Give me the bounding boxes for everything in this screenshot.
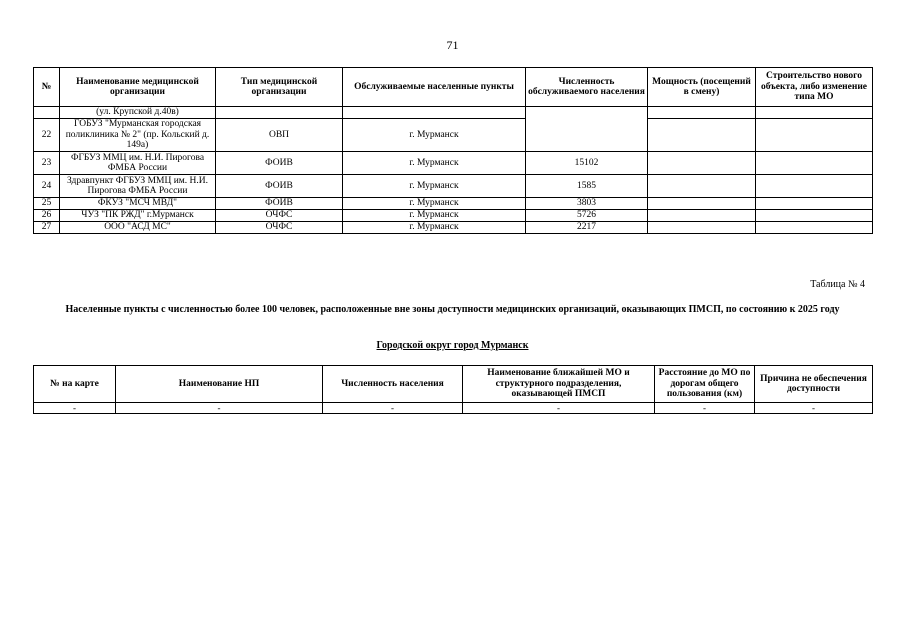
organization-type: ФОИВ	[216, 198, 343, 210]
section-subtitle: Городской округ город Мурманск	[376, 340, 529, 351]
table-row	[34, 403, 873, 414]
table-cell: -	[34, 403, 116, 414]
capacity	[648, 210, 756, 222]
section-title: Населенные пункты с численностью более 100 человек, расположенные вне зоны доступности медицинских организаций, оказывающих ПМСП, по состоянию к 2025 году	[65, 304, 840, 315]
organization-type: ОВП	[216, 119, 343, 152]
construction	[756, 107, 873, 119]
column-header: Тип медицинской организации	[216, 68, 343, 107]
table-cell: -	[655, 403, 755, 414]
page-number: 71	[446, 38, 459, 52]
table-label: Таблица № 4	[810, 279, 865, 290]
table-row	[34, 210, 873, 222]
row-number: 25	[34, 198, 60, 210]
organization-name: ООО "АСД МС"	[60, 222, 216, 234]
row-number: 22	[34, 119, 60, 152]
construction	[756, 210, 873, 222]
organization-name: ФКУЗ "МСЧ МВД"	[60, 198, 216, 210]
organization-name: ГОБУЗ "Мурманская городская поликлиника № 2" (пр. Кольский д. 149а)	[60, 119, 216, 152]
column-header: Наименование медицинской организации	[60, 68, 216, 107]
capacity	[648, 152, 756, 175]
served-settlements: г. Мурманск	[343, 222, 526, 234]
organization-type: ОЧФС	[216, 222, 343, 234]
column-header: Мощность (посещений в смену)	[648, 68, 756, 107]
construction	[756, 198, 873, 210]
column-header: Строительство нового объекта, либо изменение типа МО	[756, 68, 873, 107]
row-number	[34, 107, 60, 119]
population-count: 5726	[526, 210, 648, 222]
table-cell: -	[463, 403, 655, 414]
table-row	[34, 222, 873, 234]
capacity	[648, 222, 756, 234]
column-header: Численность обслуживаемого населения	[526, 68, 648, 107]
table-cell: -	[116, 403, 323, 414]
organization-name: Здравпункт ФГБУЗ ММЦ им. Н.И. Пирогова ФМБА России	[60, 175, 216, 198]
column-header: Наименование НП	[116, 366, 323, 403]
served-settlements: г. Мурманск	[343, 210, 526, 222]
capacity	[648, 119, 756, 152]
column-header: №	[34, 68, 60, 107]
served-settlements: г. Мурманск	[343, 152, 526, 175]
row-number: 27	[34, 222, 60, 234]
row-number: 23	[34, 152, 60, 175]
served-settlements: г. Мурманск	[343, 175, 526, 198]
organization-type	[216, 107, 343, 119]
table-cell: -	[323, 403, 463, 414]
column-header: Численность населения	[323, 366, 463, 403]
table-cell: -	[755, 403, 873, 414]
organization-name: (ул. Крупской д.40в)	[60, 107, 216, 119]
organization-name: ФГБУЗ ММЦ им. Н.И. Пирогова ФМБА России	[60, 152, 216, 175]
column-header: Причина не обеспечения доступности	[755, 366, 873, 403]
organization-name: ЧУЗ "ПК РЖД" г.Мурманск	[60, 210, 216, 222]
row-number: 26	[34, 210, 60, 222]
table-row	[34, 198, 873, 210]
table-row	[34, 119, 873, 152]
population-count: 15102	[526, 152, 648, 175]
column-header: Наименование ближайшей МО и структурного подразделения, оказывающей ПМСП	[463, 366, 655, 403]
served-settlements	[343, 107, 526, 119]
organization-type: ОЧФС	[216, 210, 343, 222]
table-header-row	[34, 366, 873, 403]
construction	[756, 152, 873, 175]
table-row	[34, 107, 873, 119]
capacity	[648, 198, 756, 210]
table-row	[34, 175, 873, 198]
served-settlements: г. Мурманск	[343, 198, 526, 210]
settlements-outside-access-table	[33, 365, 873, 414]
population-count	[526, 107, 648, 152]
construction	[756, 175, 873, 198]
organization-type: ФОИВ	[216, 175, 343, 198]
table-header-row	[34, 68, 873, 107]
population-count: 1585	[526, 175, 648, 198]
medical-organizations-table	[33, 67, 873, 234]
construction	[756, 119, 873, 152]
column-header: Расстояние до МО по дорогам общего пользования (км)	[655, 366, 755, 403]
capacity	[648, 175, 756, 198]
served-settlements: г. Мурманск	[343, 119, 526, 152]
construction	[756, 222, 873, 234]
column-header: Обслуживаемые населенные пункты	[343, 68, 526, 107]
row-number: 24	[34, 175, 60, 198]
column-header: № на карте	[34, 366, 116, 403]
capacity	[648, 107, 756, 119]
population-count: 3803	[526, 198, 648, 210]
population-count: 2217	[526, 222, 648, 234]
table-row	[34, 152, 873, 175]
organization-type: ФОИВ	[216, 152, 343, 175]
